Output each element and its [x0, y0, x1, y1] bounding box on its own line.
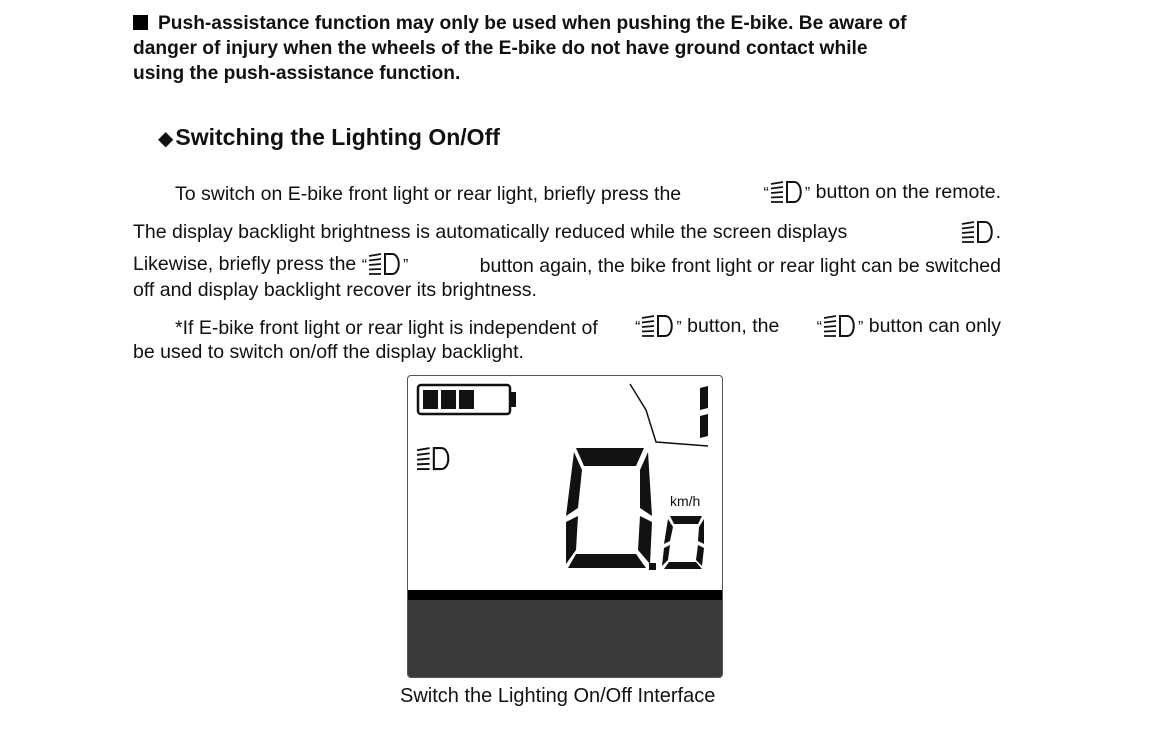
display-bottom-panel — [408, 600, 722, 677]
para2-text-4: be used to switch on/off the display backlight. — [133, 341, 524, 363]
para1-text-2: button on the remote. — [815, 181, 1001, 203]
paragraph-lighting-instructions: To switch on E-bike front light or rear light, briefly press the “ ” button on the remote. The display backlight brightness is automatically reduced while the screen displays . Likewise, briefly press the “ ” button again, the bike front light or rear light can be switched off and display backlight recover its brightness. — [133, 181, 1001, 301]
section-heading — [158, 124, 500, 151]
figure-caption: Switch the Lighting On/Off Interface — [400, 685, 716, 707]
para2-text-3: button can only — [868, 315, 1001, 337]
para2-text-1: *If E-bike front light or rear light is independent of — [175, 317, 598, 339]
headlight-icon — [368, 252, 402, 276]
battery-bar — [459, 390, 474, 409]
diamond-bullet-icon: ◆ — [158, 128, 174, 150]
speed-unit-label: km/h — [670, 493, 701, 509]
battery-bar — [423, 390, 438, 409]
light-on-icon — [417, 448, 448, 469]
warning-line-1: Push-assistance function may only be used when pushing the E-bike. Be aware of — [158, 13, 907, 34]
para1-text-7: off and display backlight recover its brightness. — [133, 279, 537, 301]
para1-text-5: Likewise, briefly press the — [133, 253, 357, 275]
lcd-display — [407, 375, 723, 678]
battery-bar — [441, 390, 456, 409]
headlight-icon — [823, 314, 857, 338]
para1-text-6: button again, the bike front light or rear light can be switched — [479, 255, 1001, 277]
paragraph-backlight-note: *If E-bike front light or rear light is independent of “ ” button, the “ ” button can only be used to switch on/off the display backlight. — [133, 315, 1001, 363]
para1-text-4: . — [995, 221, 1001, 243]
speed-integer-digit — [566, 448, 652, 568]
section-title: Switching the Lighting On/Off — [175, 124, 500, 150]
decimal-point — [649, 563, 656, 570]
para2-text-2: button, the — [687, 315, 780, 337]
display-divider-bar — [408, 590, 722, 600]
assist-level-digit — [700, 386, 708, 438]
speed-decimal-digit — [662, 516, 704, 569]
lcd-screen — [408, 376, 722, 590]
para1-text-1: To switch on E-bike front light or rear light, briefly press the — [175, 183, 682, 205]
square-bullet-icon — [133, 15, 148, 30]
headlight-icon — [641, 314, 675, 338]
warning-line-2: danger of injury when the wheels of the E-bike do not have ground contact while — [133, 38, 868, 59]
headlight-icon — [961, 220, 995, 244]
battery-icon — [418, 385, 516, 414]
headlight-icon — [770, 180, 804, 204]
warning-notice — [133, 11, 1013, 86]
warning-line-3: using the push-assistance function. — [133, 63, 461, 84]
para1-text-3: The display backlight brightness is automatically reduced while the screen displays — [133, 221, 848, 243]
